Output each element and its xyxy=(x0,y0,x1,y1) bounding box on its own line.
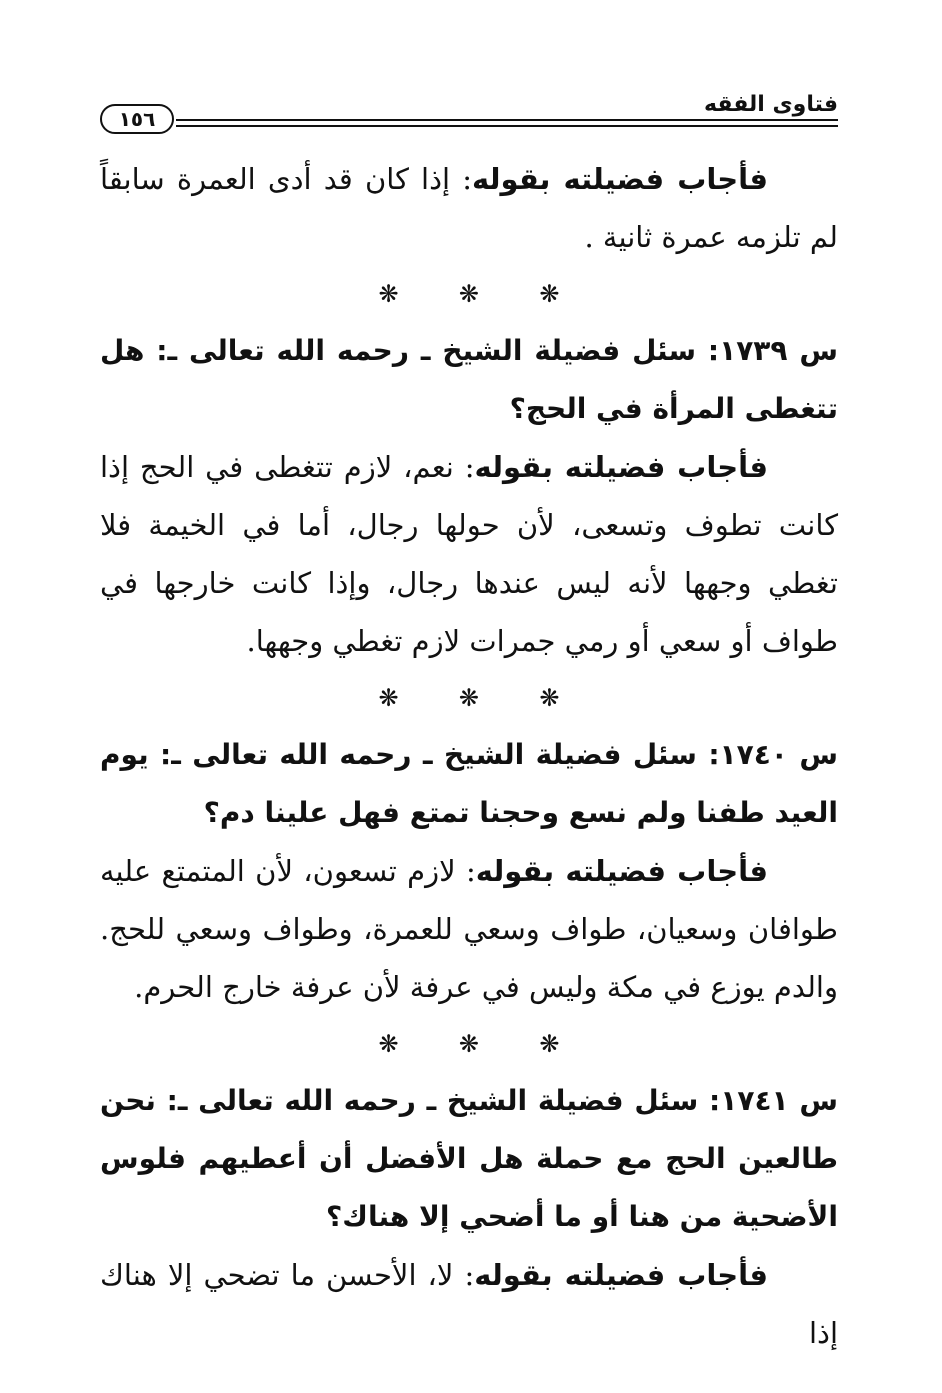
answer-text: : نعم، لازم تتغطى في الحج إذا كانت تطوف وتسعى، لأن حولها رجال، أما في الخيمة فلا تغطي وجهها لأنه ليس عندها رجال، وإذا كانت خارجها في طواف أو سعي أو رمي جمرات لازم تغطي وجهها. xyxy=(100,450,838,658)
page-body xyxy=(100,150,838,1362)
answer-lead: فأجاب فضيلته بقوله xyxy=(474,450,768,484)
question-paragraph: س ١٧٤٠: سئل فضيلة الشيخ ـ رحمه الله تعالى ـ: يوم العيد طفنا ولم نسع وحجنا تمتع فهل علينا دم؟ xyxy=(100,738,838,829)
section-separator: ❋ ❋ ❋ xyxy=(378,684,586,712)
answer-paragraph xyxy=(100,842,838,1016)
answer-text: : لازم تسعون، لأن المتمتع عليه طوافان وسعيان، طواف وسعي للعمرة، وطواف وسعي للحج. والدم يوزع في مكة وليس في عرفة لأن عرفة خارج الحرم. xyxy=(100,854,838,1004)
answer-lead: فأجاب فضيلته بقوله xyxy=(472,162,769,196)
header-double-rule xyxy=(176,119,838,127)
section-separator: ❋ ❋ ❋ xyxy=(378,1030,586,1058)
section-separator: ❋ ❋ ❋ xyxy=(378,280,586,308)
answer-paragraph xyxy=(100,1246,838,1362)
page-header xyxy=(100,92,838,140)
answer-paragraph xyxy=(100,438,838,670)
answer-text: : لا، الأحسن ما تضحي إلا هناك إذا xyxy=(100,1258,838,1350)
answer-lead: فأجاب فضيلته بقوله xyxy=(475,854,768,888)
answer-lead: فأجاب فضيلته بقوله xyxy=(474,1258,768,1292)
running-title: فتاوى الفقه xyxy=(704,92,838,117)
answer-text: : إذا كان قد أدى العمرة سابقاً لم تلزمه عمرة ثانية . xyxy=(100,162,838,254)
page-number-badge: ١٥٦ xyxy=(100,104,174,134)
question-paragraph: س ١٧٣٩: سئل فضيلة الشيخ ـ رحمه الله تعالى ـ: هل تتغطى المرأة في الحج؟ xyxy=(100,334,838,425)
answer-paragraph xyxy=(100,150,838,266)
question-paragraph: س ١٧٤١: سئل فضيلة الشيخ ـ رحمه الله تعالى ـ: نحن طالعين الحج مع حملة هل الأفضل أن أعطيهم فلوس الأضحية من هنا أو ما أضحي إلا هناك؟ xyxy=(100,1084,839,1233)
